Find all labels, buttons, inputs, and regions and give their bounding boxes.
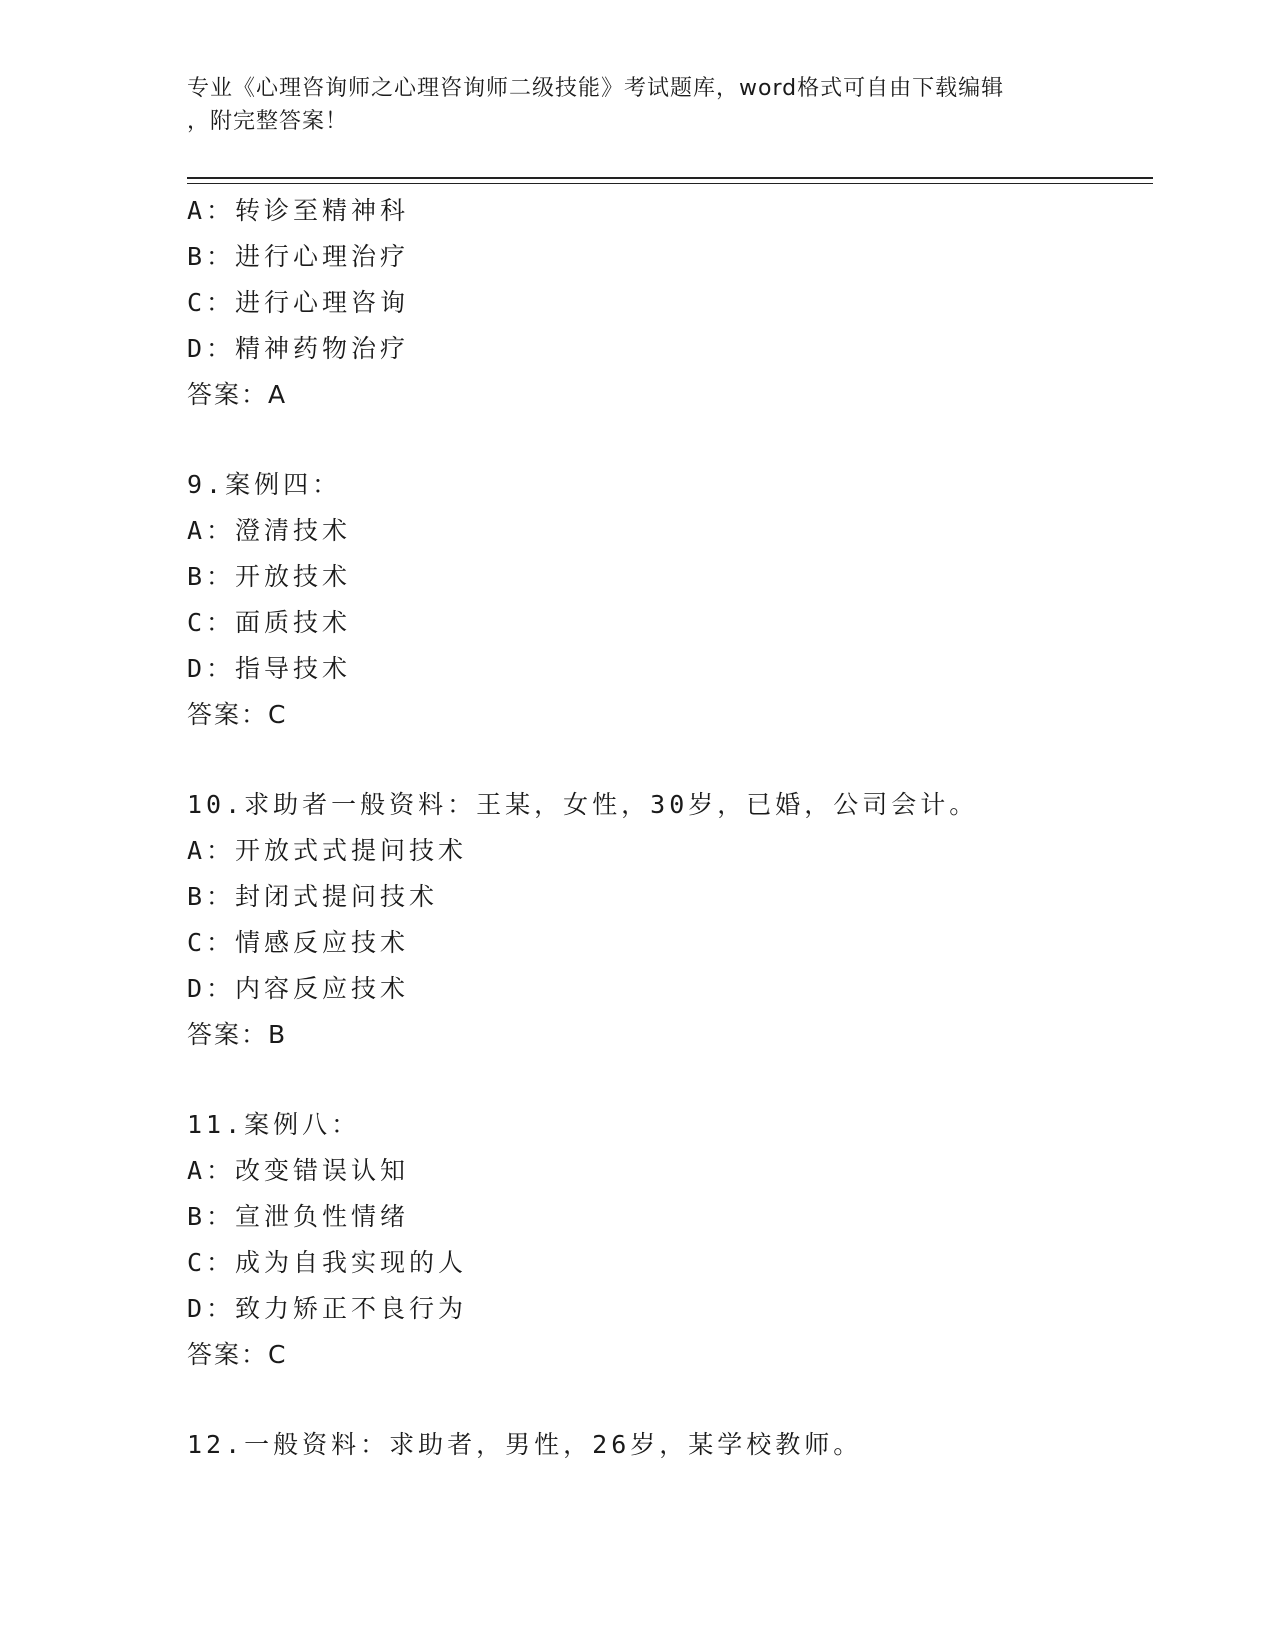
option-b: B：进行心理治疗 (187, 242, 410, 271)
option-d: D：内容反应技术 (187, 974, 410, 1003)
option-c: C：面质技术 (187, 608, 352, 637)
question-block (187, 1422, 1147, 1468)
option-b: B：宣泄负性情绪 (187, 1202, 410, 1231)
question-block (187, 462, 1147, 738)
option-a: A：开放式式提问技术 (187, 836, 468, 865)
option-b: B：开放技术 (187, 562, 352, 591)
header-divider-thin (187, 183, 1153, 184)
option-a: A：澄清技术 (187, 516, 352, 545)
question-block (187, 188, 1147, 418)
question-title: 12.一般资料：求助者，男性，26岁，某学校教师。 (187, 1430, 863, 1459)
option-c: C：情感反应技术 (187, 928, 410, 957)
question-title: 11.案例八： (187, 1110, 361, 1139)
question-block (187, 782, 1147, 1058)
answer-line: 答案：B (187, 1020, 288, 1049)
question-title: 9.案例四： (187, 470, 342, 499)
question-block (187, 1102, 1147, 1378)
document-header (187, 72, 1087, 138)
option-a: A：改变错误认知 (187, 1156, 410, 1185)
answer-line: 答案：C (187, 1340, 288, 1369)
option-d: D：致力矫正不良行为 (187, 1294, 468, 1323)
question-title: 10.求助者一般资料：王某，女性，30岁，已婚，公司会计。 (187, 790, 979, 819)
header-line-1: 专业《心理咨询师之心理咨询师二级技能》考试题库，word格式可自由下载编辑 (187, 76, 1005, 101)
answer-line: 答案：A (187, 380, 288, 409)
option-b: B：封闭式提问技术 (187, 882, 439, 911)
header-divider-thick (187, 177, 1153, 179)
header-line-2: ，附完整答案！ (187, 109, 349, 134)
option-d: D：指导技术 (187, 654, 352, 683)
answer-line: 答案：C (187, 700, 288, 729)
option-a: A：转诊至精神科 (187, 196, 410, 225)
option-d: D：精神药物治疗 (187, 334, 410, 363)
option-c: C：进行心理咨询 (187, 288, 410, 317)
option-c: C：成为自我实现的人 (187, 1248, 468, 1277)
question-list (187, 188, 1147, 1468)
